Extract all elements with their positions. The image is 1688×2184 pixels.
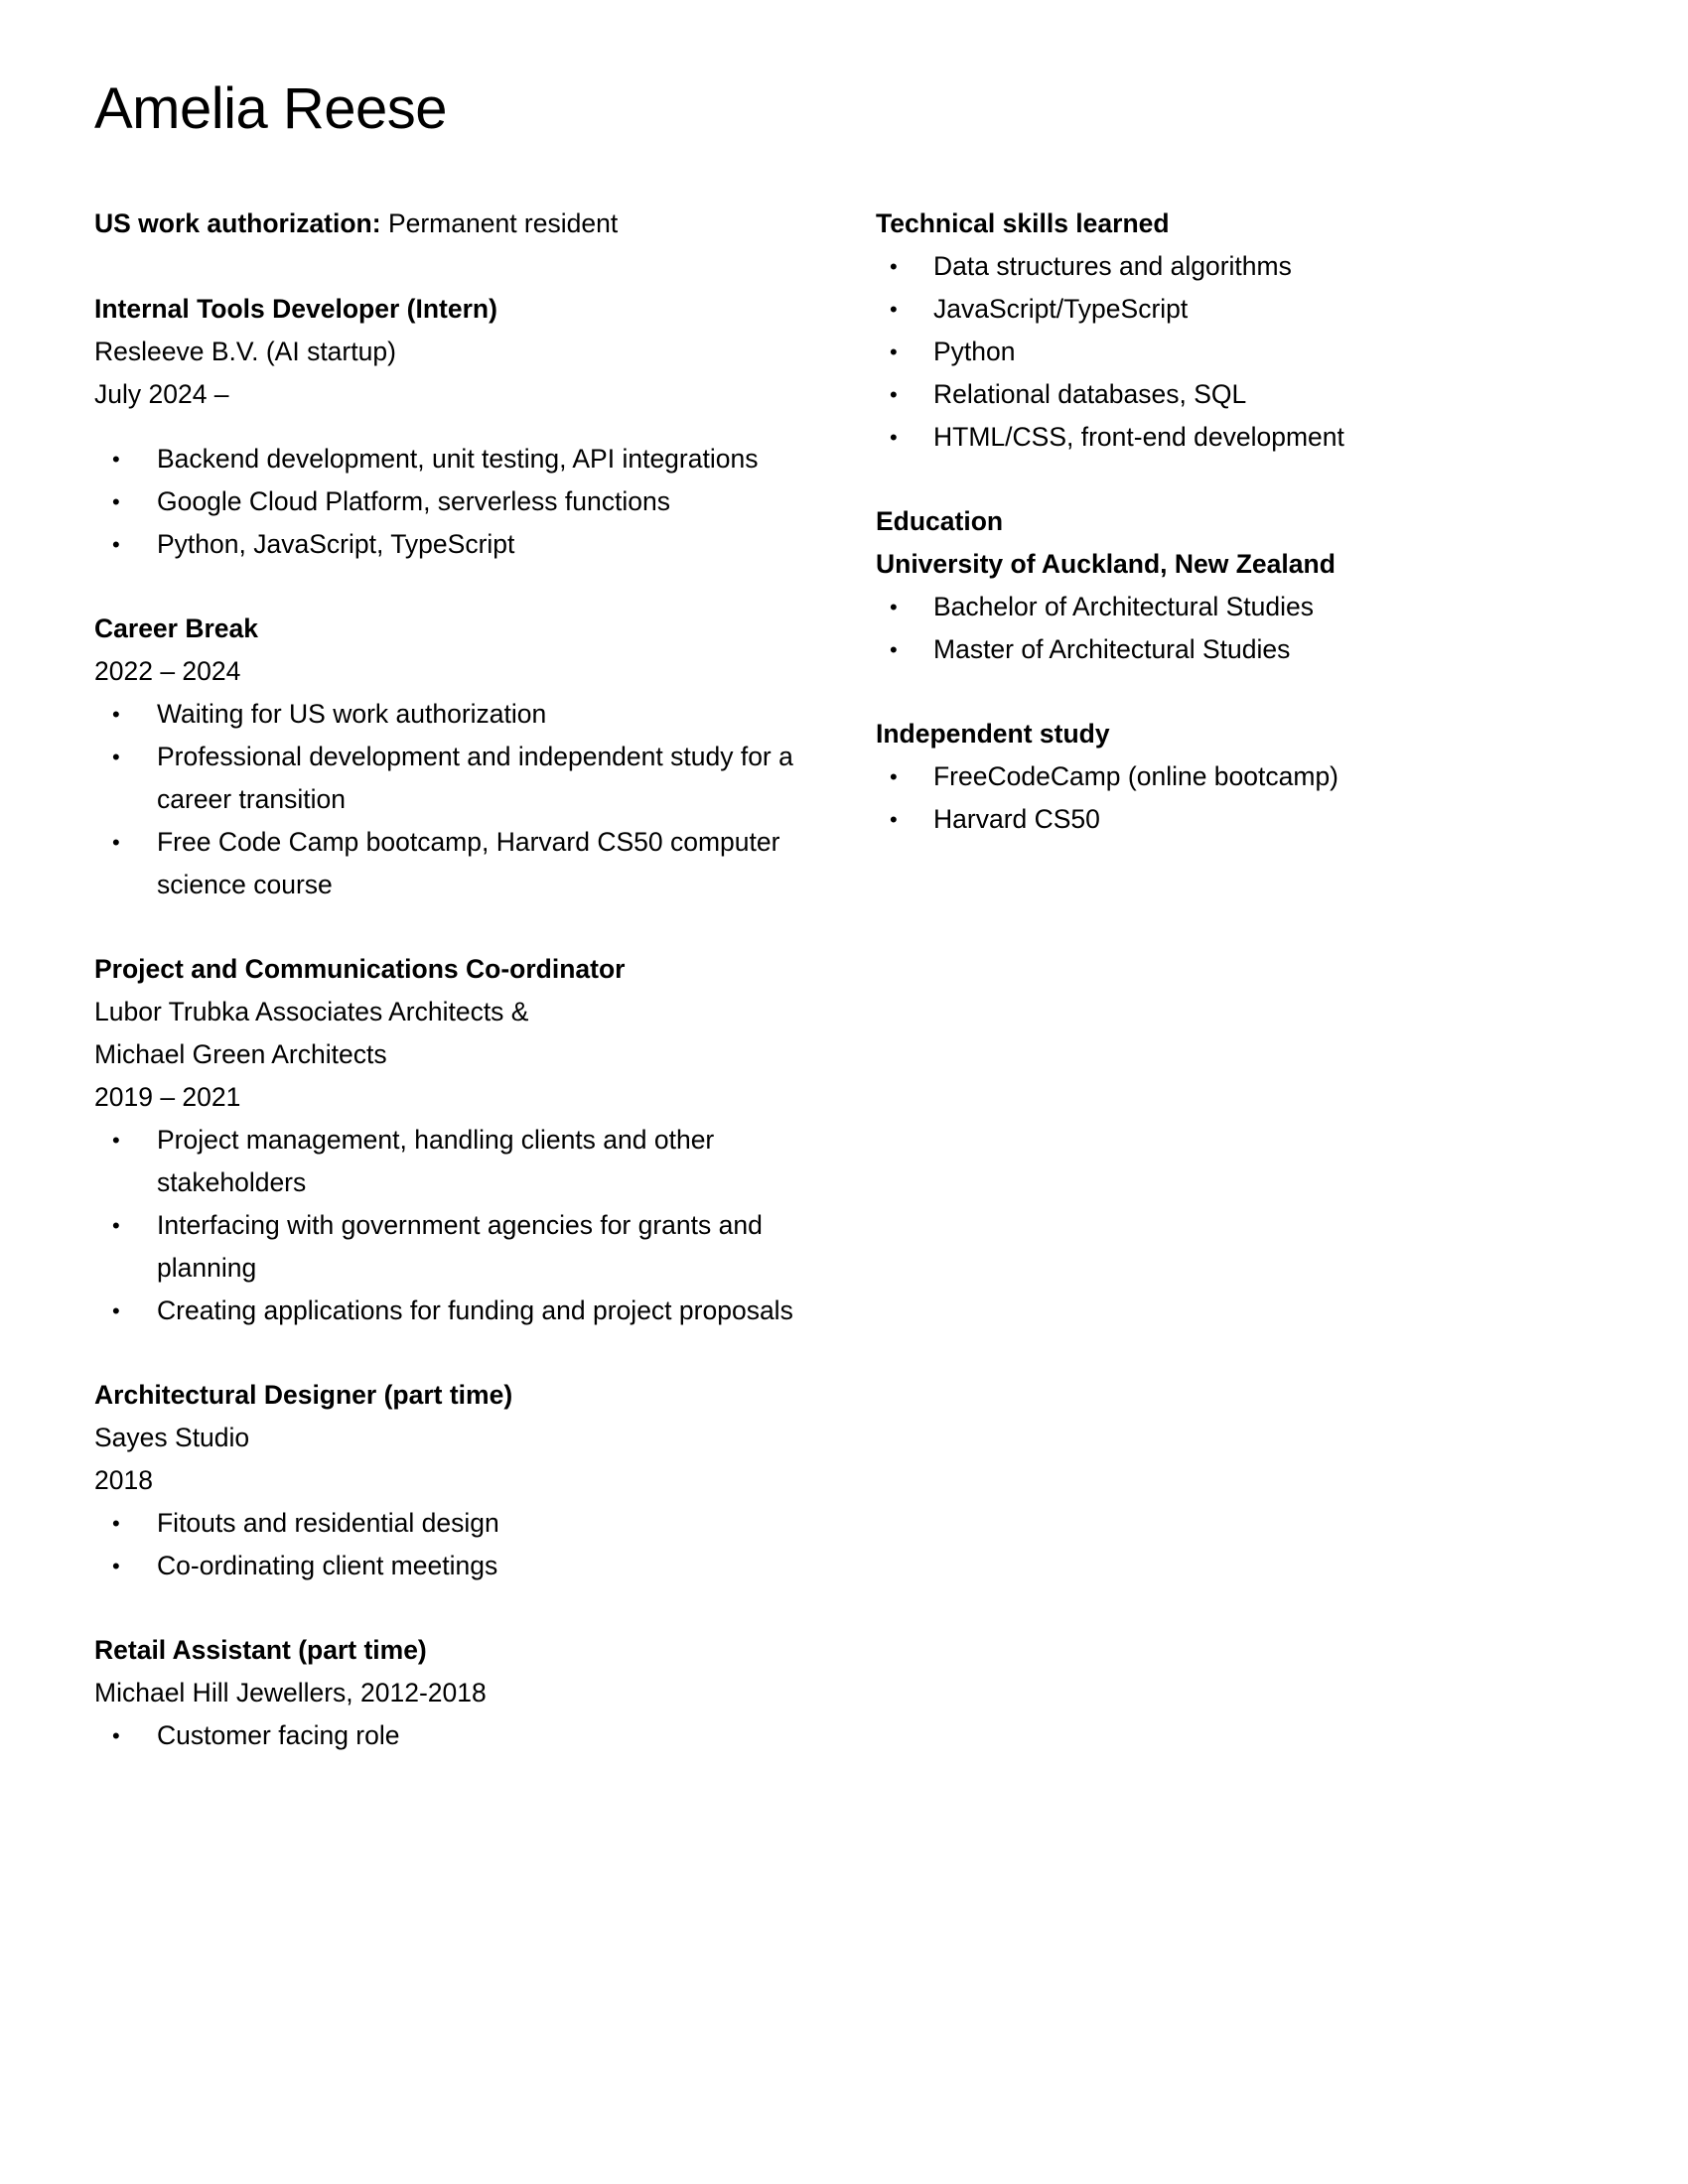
experience-entry-0 — [94, 288, 834, 566]
resume-columns — [94, 203, 1609, 1757]
list-item: • Waiting for US work authorization — [94, 693, 834, 736]
list-item: • Free Code Camp bootcamp, Harvard CS50 computer science course — [94, 821, 834, 906]
job-company: Lubor Trubka Associates Architects & — [94, 996, 529, 1026]
list-item: • HTML/CSS, front-end development — [876, 416, 1491, 459]
experience-entry-2 — [94, 948, 834, 1332]
work-authorization — [94, 203, 834, 245]
job-bullets — [94, 1714, 834, 1757]
list-item: • JavaScript/TypeScript — [876, 288, 1491, 331]
independent-study-list — [876, 755, 1491, 841]
job-title: Internal Tools Developer (Intern) — [94, 293, 497, 324]
job-dates: July 2024 – — [94, 378, 229, 409]
page-title: Amelia Reese — [94, 76, 448, 141]
technical-skills-section — [876, 203, 1491, 459]
list-item: • FreeCodeCamp (online bootcamp) — [876, 755, 1491, 798]
left-column — [94, 203, 834, 1757]
job-title: Retail Assistant (part time) — [94, 1634, 427, 1665]
list-item: • Co-ordinating client meetings — [94, 1545, 834, 1587]
list-item: • Creating applications for funding and project proposals — [94, 1290, 834, 1332]
job-bullets — [94, 1119, 834, 1332]
work-authorization-label: US work authorization: — [94, 207, 381, 238]
list-item: • Bachelor of Architectural Studies — [876, 586, 1491, 628]
job-bullets — [94, 693, 834, 906]
job-company: Resleeve B.V. (AI startup) — [94, 336, 396, 366]
list-item: • Data structures and algorithms — [876, 245, 1491, 288]
independent-study-section — [876, 713, 1491, 841]
list-item: • Google Cloud Platform, serverless functions — [94, 480, 834, 523]
list-item: • Project management, handling clients and other stakeholders — [94, 1119, 834, 1204]
job-company: Sayes Studio — [94, 1422, 250, 1452]
job-title: Project and Communications Co-ordinator — [94, 953, 626, 984]
section-heading-technical-skills: Technical skills learned — [876, 207, 1170, 238]
job-company-second-line: Michael Green Architects — [94, 1038, 387, 1069]
list-item: • Customer facing role — [94, 1714, 834, 1757]
job-dates: 2018 — [94, 1464, 153, 1495]
experience-entry-1 — [94, 608, 834, 906]
job-title: Architectural Designer (part time) — [94, 1379, 513, 1410]
list-item: • Professional development and independent study for a career transition — [94, 736, 834, 821]
education-section — [876, 500, 1491, 671]
list-item: • Python, JavaScript, TypeScript — [94, 523, 834, 566]
list-item: • Python — [876, 331, 1491, 373]
experience-entry-4 — [94, 1629, 834, 1757]
job-dates: 2019 – 2021 — [94, 1081, 241, 1112]
list-item: • Interfacing with government agencies for grants and planning — [94, 1204, 834, 1290]
technical-skills-list — [876, 245, 1491, 459]
section-heading-education: Education — [876, 505, 1004, 536]
education-list — [876, 586, 1491, 671]
job-title: Career Break — [94, 613, 259, 643]
section-heading-independent-study: Independent study — [876, 718, 1110, 749]
job-bullets — [94, 438, 834, 566]
job-company: Michael Hill Jewellers, 2012-2018 — [94, 1677, 487, 1707]
job-bullets — [94, 1502, 834, 1587]
education-institution: University of Auckland, New Zealand — [876, 548, 1336, 579]
work-authorization-value: Permanent resident — [380, 207, 619, 238]
list-item: • Relational databases, SQL — [876, 373, 1491, 416]
list-item: • Harvard CS50 — [876, 798, 1491, 841]
experience-entry-3 — [94, 1374, 834, 1587]
list-item: • Backend development, unit testing, API integrations — [94, 438, 834, 480]
list-item: • Master of Architectural Studies — [876, 628, 1491, 671]
list-item: • Fitouts and residential design — [94, 1502, 834, 1545]
job-dates: 2022 – 2024 — [94, 655, 241, 686]
right-column — [876, 203, 1491, 841]
